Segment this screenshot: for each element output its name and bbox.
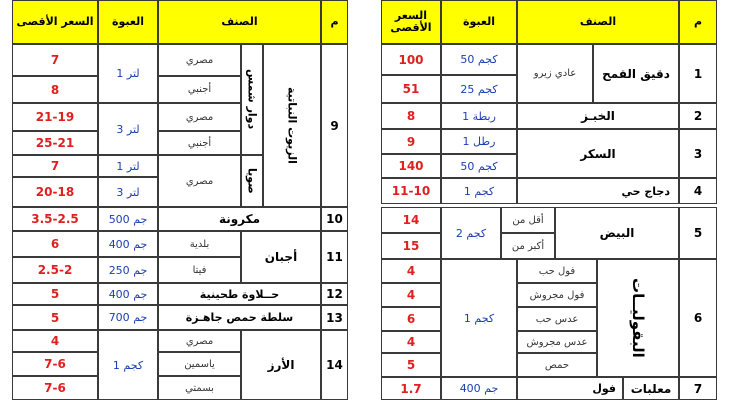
row-number: 9 xyxy=(321,44,348,207)
row-number: 13 xyxy=(321,305,348,330)
price-cell: 7-6 xyxy=(12,376,98,400)
item-name: الخبـز xyxy=(517,103,679,129)
item-name: سلطة حمص جاهـزة xyxy=(158,305,321,330)
kind-cell: مصري xyxy=(158,330,241,352)
kind-cell: أجنبي xyxy=(158,76,241,103)
price-cell: 7 xyxy=(12,155,98,177)
price-cell: 100 xyxy=(381,44,441,75)
row-number: 5 xyxy=(679,207,717,259)
row-number: 14 xyxy=(321,330,348,400)
price-cell: 4 xyxy=(12,330,98,352)
header-item: الصنف xyxy=(517,0,679,44)
kind-cell: فيتا xyxy=(158,257,241,283)
pack-cell: 3 لتر xyxy=(98,103,158,155)
pack-cell: 1 كجم xyxy=(98,330,158,400)
pack-cell: 1 لتر xyxy=(98,44,158,103)
row-number: 10 xyxy=(321,207,348,231)
price-cell: 20-18 xyxy=(12,177,98,207)
row-number: 3 xyxy=(679,129,717,178)
item-name: دجاج حي xyxy=(517,178,679,204)
price-cell: 25-21 xyxy=(12,131,98,155)
kind-cell: أكبر من xyxy=(501,233,555,259)
item-name: البيض xyxy=(555,207,679,259)
row-number: 11 xyxy=(321,231,348,283)
header-no: م xyxy=(321,0,348,44)
price-cell: 140 xyxy=(381,154,441,178)
header-no: م xyxy=(679,0,717,44)
price-cell: 15 xyxy=(381,233,441,259)
pack-cell: 2 كجم xyxy=(441,207,501,259)
pack-cell: 500 جم xyxy=(98,207,158,231)
header-price: السعر الأقصى xyxy=(12,0,98,44)
pack-cell: 700 جم xyxy=(98,305,158,330)
pack-cell: 25 كجم xyxy=(441,75,517,103)
kind-cell: عدس مجروش xyxy=(517,331,597,353)
item-name: البقوليــات xyxy=(597,259,679,377)
row-number: 12 xyxy=(321,283,348,305)
price-cell: 4 xyxy=(381,259,441,283)
kind-cell: مصري xyxy=(158,44,241,76)
price-cell: 4 xyxy=(381,283,441,307)
price-cell: 8 xyxy=(12,76,98,103)
left-price-table xyxy=(12,0,348,400)
price-cell: 3.5-2.5 xyxy=(12,207,98,231)
pack-cell: 50 كجم xyxy=(441,154,517,178)
price-cell: 8 xyxy=(381,103,441,129)
kind-cell: عدس حب xyxy=(517,307,597,331)
item-name: دقيق القمح xyxy=(593,44,679,103)
price-cell: 14 xyxy=(381,207,441,233)
price-cell: 7-6 xyxy=(12,352,98,376)
pack-cell: 1 ربطة xyxy=(441,103,517,129)
price-cell: 5 xyxy=(12,283,98,305)
kind-cell: ياسمين xyxy=(158,352,241,376)
price-cell: 4 xyxy=(381,331,441,353)
row-number: 2 xyxy=(679,103,717,129)
item-name: معلبات xyxy=(623,377,679,400)
row-number: 4 xyxy=(679,178,717,204)
price-cell: 9 xyxy=(381,129,441,154)
price-cell: 1.7 xyxy=(381,377,441,400)
pack-cell: 400 جم xyxy=(98,231,158,257)
header-item: الصنف xyxy=(158,0,321,44)
price-cell: 11-10 xyxy=(381,178,441,204)
pack-cell: 1 كجم xyxy=(441,259,517,377)
kind-cell: فول xyxy=(517,377,623,400)
header-pack: العبوة xyxy=(98,0,158,44)
pack-cell: 1 كجم xyxy=(441,178,517,204)
kind-cell: مصري xyxy=(158,103,241,131)
kind-cell: بلدية xyxy=(158,231,241,257)
kind-cell: بسمتي xyxy=(158,376,241,400)
item-name: مكرونة xyxy=(158,207,321,231)
pack-cell: 400 جم xyxy=(441,377,517,400)
pack-cell: 400 جم xyxy=(98,283,158,305)
oils-group-label: الزيوت النباتية xyxy=(263,44,321,207)
price-cell: 21-19 xyxy=(12,103,98,131)
pack-cell: 1 لتر xyxy=(98,155,158,177)
right-price-table xyxy=(381,0,717,400)
item-name: حــلاوة طحينية xyxy=(158,283,321,305)
pack-cell: 3 لتر xyxy=(98,177,158,207)
pack-cell: 1 رطل xyxy=(441,129,517,154)
price-cell: 5 xyxy=(381,353,441,377)
item-name: أجبان xyxy=(241,231,321,283)
kind-cell: عادي زيرو xyxy=(517,44,593,103)
row-number: 1 xyxy=(679,44,717,103)
item-name: السكر xyxy=(517,129,679,178)
price-cell: 6 xyxy=(12,231,98,257)
kind-cell: فول حب xyxy=(517,259,597,283)
price-cell: 51 xyxy=(381,75,441,103)
item-name: الأرز xyxy=(241,330,321,400)
sunflower-label: دوار شمس xyxy=(241,44,263,155)
header-pack: العبوة xyxy=(441,0,517,44)
price-cell: 2.5-2 xyxy=(12,257,98,283)
kind-cell: فول مجروش xyxy=(517,283,597,307)
price-cell: 5 xyxy=(12,305,98,330)
kind-cell: مصري xyxy=(158,155,241,207)
header-price: السعر الأقصى xyxy=(381,0,441,44)
soy-label: صويا xyxy=(241,155,263,207)
price-cell: 6 xyxy=(381,307,441,331)
kind-cell: أقل من xyxy=(501,207,555,233)
kind-cell: أجنبي xyxy=(158,131,241,155)
kind-cell: حمص xyxy=(517,353,597,377)
row-number: 7 xyxy=(679,377,717,400)
pack-cell: 50 كجم xyxy=(441,44,517,75)
pack-cell: 250 جم xyxy=(98,257,158,283)
row-number: 6 xyxy=(679,259,717,377)
price-cell: 7 xyxy=(12,44,98,76)
